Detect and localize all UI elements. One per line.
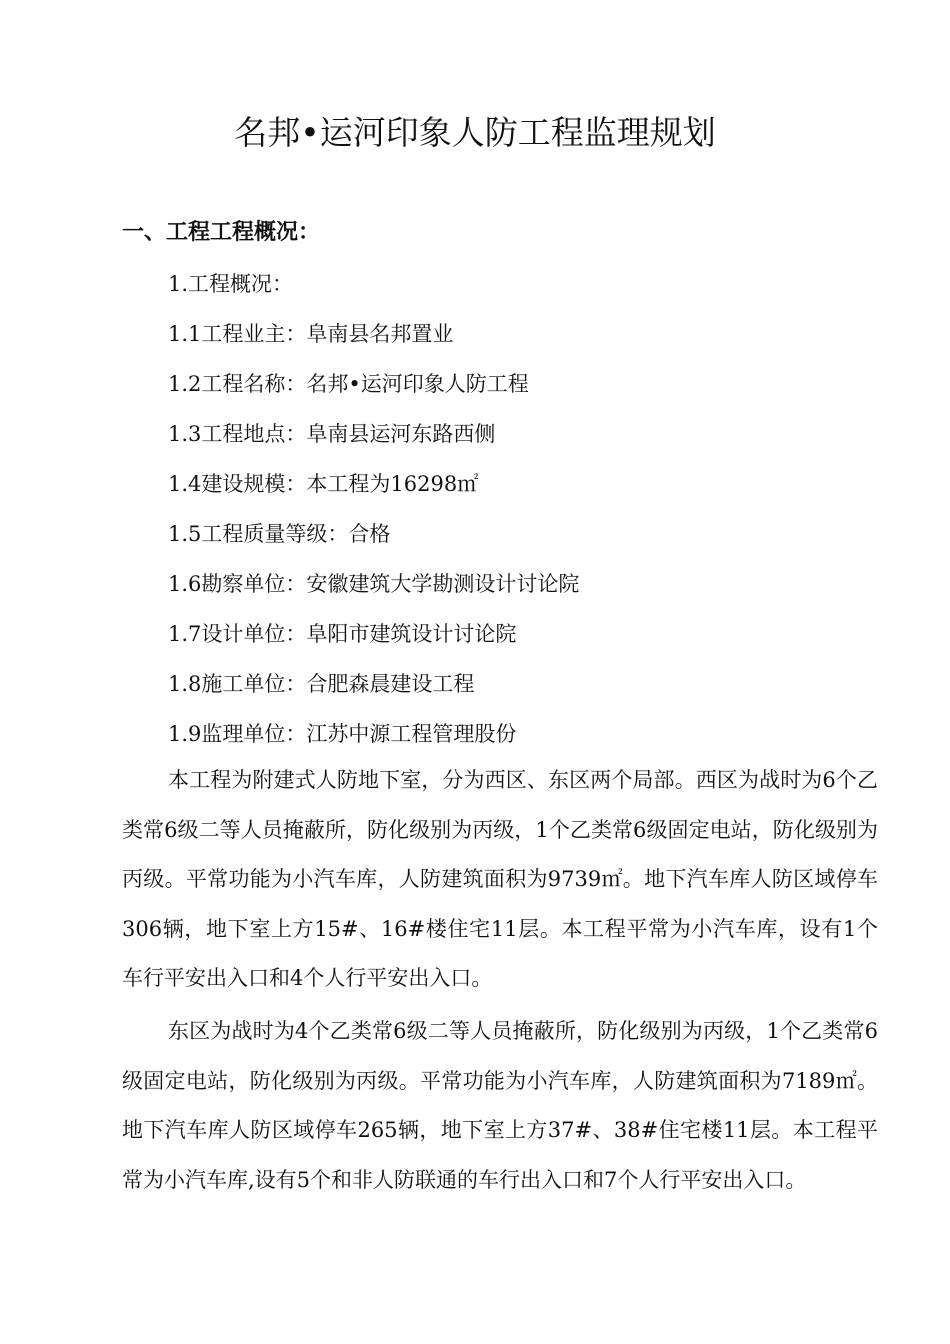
list-item: 1.4建设规模：本工程为16298㎡ bbox=[168, 472, 479, 496]
list-item: 1.9监理单位：江苏中源工程管理股份 bbox=[168, 722, 517, 746]
list-item: 1.2工程名称：名邦•运河印象人防工程 bbox=[168, 372, 529, 396]
list-item: 1.5工程质量等级：合格 bbox=[168, 522, 391, 546]
section-heading: 一、工程工程概况： bbox=[122, 220, 321, 245]
list-item: 1.3工程地点：阜南县运河东路西侧 bbox=[168, 422, 496, 446]
overview-list bbox=[168, 265, 888, 765]
list-item: 1.7设计单位：阜阳市建筑设计讨论院 bbox=[168, 622, 517, 646]
paragraph-east-zone: 东区为战时为4个乙类常6级二等人员掩蔽所，防化级别为丙级，1个乙类常6级固定电站，防化级别为丙级。平常功能为小汽车库，人防建筑面积为7189㎡。地下汽车库人防区域停车265辆，地下室上方37#、38#住宅楼11层。本工程平常为小汽车库,设有5个和非人防联通的车行出入口和7个人行平安出入口。 bbox=[122, 1019, 878, 1192]
document-title: 名邦•运河印象人防工程监理规划 bbox=[234, 113, 716, 152]
list-item: 1.6勘察单位：安徽建筑大学勘测设计讨论院 bbox=[168, 572, 580, 596]
list-item: 1.8施工单位：合肥森晨建设工程 bbox=[168, 672, 475, 696]
list-item: 1.工程概况： bbox=[168, 272, 294, 296]
list-item: 1.1工程业主：阜南县名邦置业 bbox=[168, 322, 454, 346]
paragraph-west-zone: 本工程为附建式人防地下室，分为西区、东区两个局部。西区为战时为6个乙类常6级二等人员掩蔽所，防化级别为丙级，1个乙类常6级固定电站，防化级别为丙级。平常功能为小汽车库，人防建筑面积为9739㎡。地下汽车库人防区域停车306辆，地下室上方15#、16#楼住宅11层。本工程平常为小汽车库，设有1个车行平安出入口和4个人行平安出入口。 bbox=[122, 768, 878, 991]
